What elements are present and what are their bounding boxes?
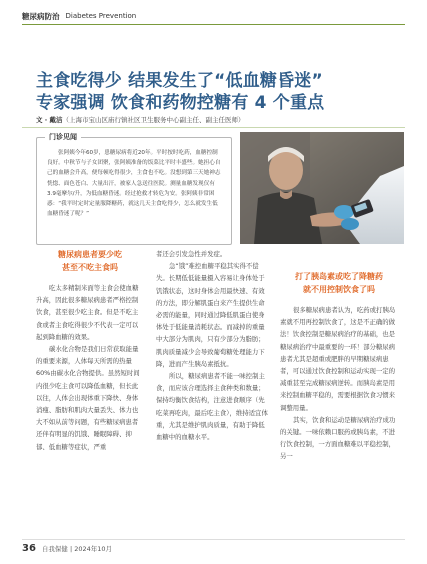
paragraph: 所以，糖尿病患者不能一味控制主食，而应该合理选择主食种类和数量；保持均衡饮食结构，注意进食顺序（先吃菜再吃肉，最后吃主食），维持适宜体重，尤其是维护肌肉质量，有助于降低血糖中的血糖水平。 [156,372,268,442]
header-divider [22,24,405,25]
section-title-en: Diabetes Prevention [65,12,137,20]
paragraph: 吃太多精制米面等主食会使血糖升高，因此很多糖尿病患者严格控制饮食，甚至很少吃主食。但是不吃主食或者主食吃得很少不代表一定可以起到降血糖的效果。 [36,284,139,341]
subheading-staple-food [36,248,144,274]
clinic-note-tag: 门诊见闻 [45,132,81,142]
column-left [36,248,144,453]
subheading-line: 甚至不吃主食吗 [62,263,118,272]
subheading-line: 打了胰岛素或吃了降糖药 [295,272,383,281]
glucose-test-photo-illustration [240,132,404,244]
paragraph: 碳水化合物是我们日常获取能量的重要来源，人体每天所需的热量60%由碳水化合物提供。虽然短时间内很少吃主食可以降低血糖，但长此以往，人体会出现体重下降快、身体消瘦、脂肪和肌肉大量丢失、体力也大不如从前等问题，有些糖尿病患者还伴有明显的饥饿、睡眠障碍、抑郁、低血糖等症状，严重 [36,345,140,451]
paragraph: 急“饿”难控血糖平稳其实得不偿失。长期低低能量摄入容易让身体处于饥饿状态，这时身体会用最快速、有效的方法，即分解肌蛋白来产生提供生命必需的能量，同时通过降低肌蛋白使身体处于低能量消耗状态。而减掉的重量中大部分为肌肉，只有少部分为脂肪；肌肉质量减少会导致葡萄糖处理能力下降，进而产生胰岛素抵抗。 [156,262,265,368]
paragraph: 其实，饮食和运动是糖尿病治疗成功的关键。一味依赖口服药或胰岛素，不进行饮食控制，一方面血糖难以平稳控制，另一 [280,415,396,461]
title-divider [22,127,405,128]
author-affiliation: （上海市宝山区庙行镇社区卫生服务中心副主任、副主任医师） [62,116,245,124]
footer-divider [22,539,405,540]
page-number: 36 [22,543,36,554]
subheading-insulin [280,270,398,296]
page-footer [22,543,112,554]
clinic-note-box [36,133,232,245]
column-right [280,248,398,463]
paragraph: 很多糖尿病患者认为，吃药或打胰岛素就不用再控制饮食了，这是不正确的做法！饮食控制是糖尿病治疗的基础，也是糖尿病治疗中最重要的一环！部分糖尿病患者尤其是超重或肥胖的早期糖尿病患者，可以通过饮食控制和运动实现一定的减重甚至完成糖尿病逆转。而胰岛素是用来控制血糖平稳的，需要根据饮食习惯来调整用量。 [280,306,396,412]
paragraph: 者还会引发急性并发症。 [156,250,227,258]
section-title-cn: 糖尿病防治 [22,11,60,21]
article-photo [240,132,404,244]
magazine-issue: 自我保健 | 2024年10月 [41,545,113,553]
subheading-line: 糖尿病患者要少吃 [58,250,122,259]
title-line-1: 主食吃得少 结果发生了“低血糖昏迷” [36,71,323,91]
subheading-line: 就不用控制饮食了吗 [303,285,375,294]
author-byline [36,115,407,124]
author-name: 文 · 戴洁 [36,116,63,124]
column-middle [156,248,268,443]
article-title [36,70,407,114]
clinic-note-text: 张阿姨今年60岁，患糖尿病将近20年。平时按时吃药，血糖控制良好。中秋节与子女团聚，张阿姨准备的饭菜比平时丰盛些。她担心自己的血糖会升高，便每顿吃得很少，主食也不吃。没想到第三天她神志恍惚、面色苍白、大量出汗，被家人急送往医院。测量血糖发现仅有3.9毫摩尔/升，为低血糖昏迷。经过抢救才转危为安。张阿姨非常困惑：“我平时定时定量服降糖药，就这几天主食吃得少，怎么就发生低血糖昏迷了呢？” [47,150,221,218]
title-line-2: 专家强调 饮食和药物控糖有 4 个重点 [36,93,325,113]
section-header [22,10,405,22]
